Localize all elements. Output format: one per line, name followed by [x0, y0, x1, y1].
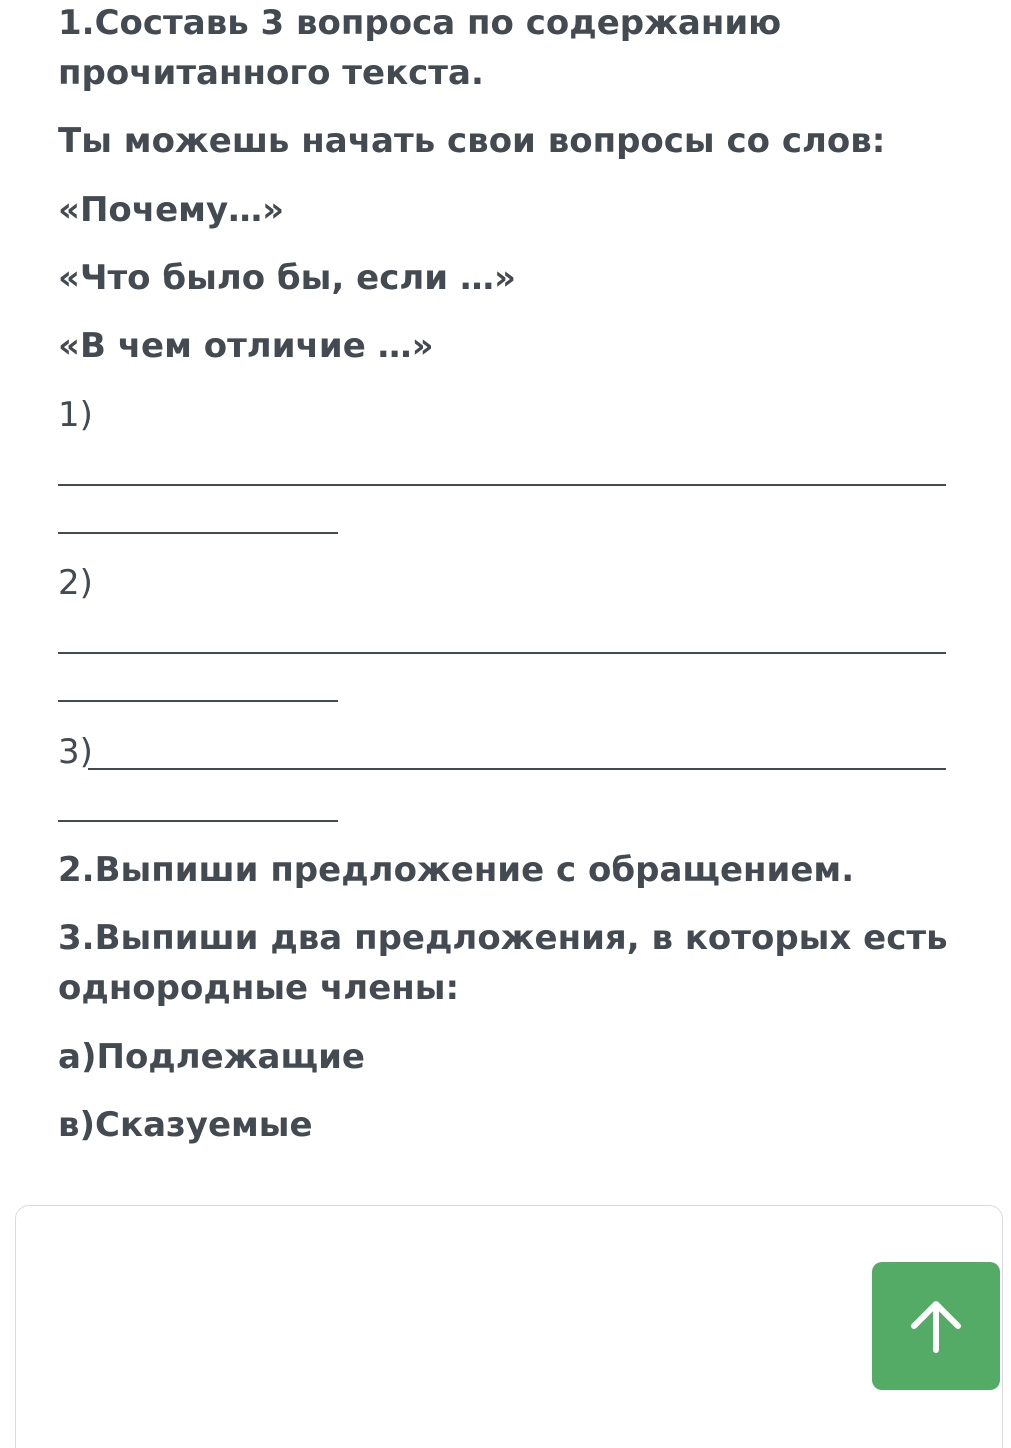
task3-title-line2: однородные члены:: [58, 968, 460, 1008]
task2-title: 2.Выпиши предложение с обращением.: [58, 850, 855, 890]
answer-3-label: 3): [58, 732, 93, 772]
option-predicates: в)Сказуемые: [58, 1105, 313, 1145]
answer-2-label: 2): [58, 563, 93, 603]
answer-1-label: 1): [58, 395, 93, 435]
answer-card: [15, 1205, 1003, 1448]
starter-why: «Почему…»: [58, 190, 285, 230]
answer-1-line-a: [58, 484, 946, 486]
task1-title-line1: 1.Составь 3 вопроса по содержанию: [58, 3, 782, 43]
task1-title-line2: прочитанного текста.: [58, 53, 484, 93]
task3-title-line1: 3.Выпиши два предложения, в которых есть: [58, 918, 948, 958]
task1-hint: Ты можешь начать свои вопросы со слов:: [58, 121, 886, 161]
answer-3-line-a: [88, 768, 946, 770]
starter-what-if: «Что было бы, если …»: [58, 258, 516, 298]
arrow-up-icon: [904, 1294, 968, 1358]
option-subjects: а)Подлежащие: [58, 1037, 365, 1077]
starter-difference: «В чем отличие …»: [58, 326, 434, 366]
scroll-to-top-button[interactable]: [872, 1262, 1000, 1390]
answer-2-line-a: [58, 652, 946, 654]
answer-2-line-b: [58, 700, 338, 702]
answer-3-line-b: [58, 820, 338, 822]
answer-1-line-b: [58, 532, 338, 534]
